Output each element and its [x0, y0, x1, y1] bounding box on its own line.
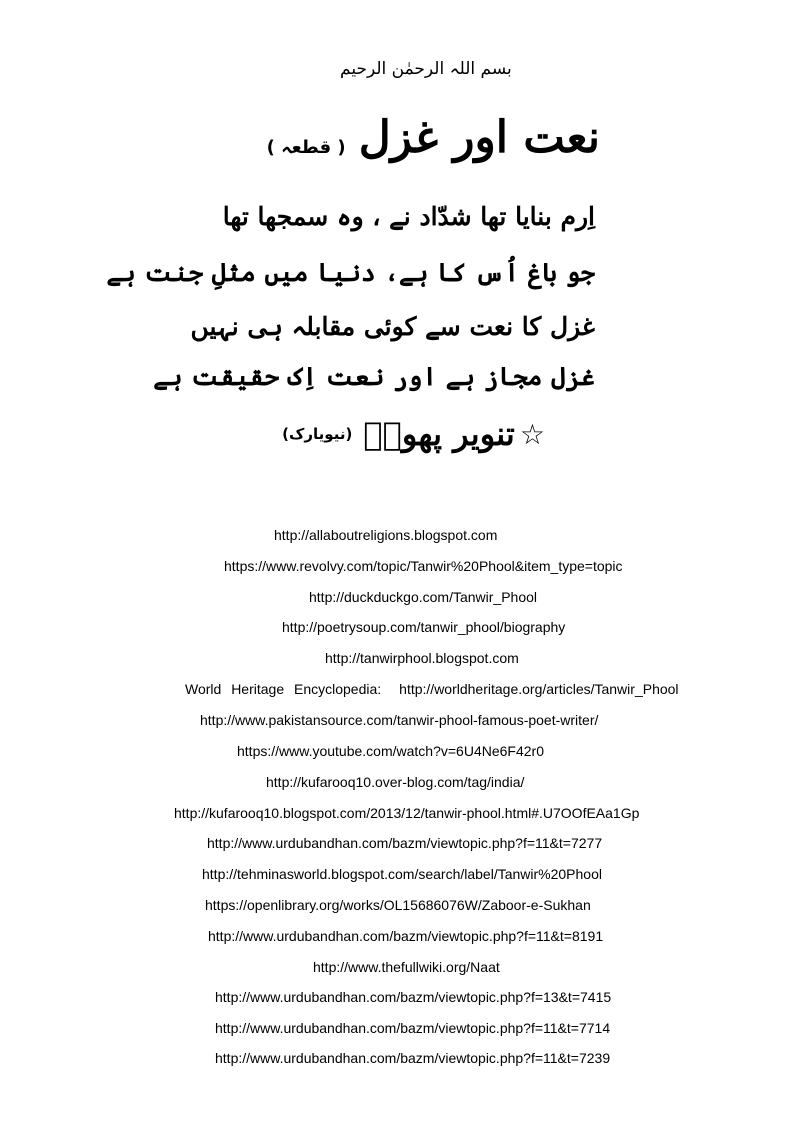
world-heritage-label: World Heritage Encyclopedia:: [185, 681, 382, 697]
title-note: ( قطعہ ): [266, 137, 346, 158]
verse-line-1: اِرم بنایا تھا شدّاد نے ، وہ سمجھا تھا: [222, 202, 595, 231]
link-urdubandhan-7415[interactable]: http://www.urdubandhan.com/bazm/viewtopic.php?f=13&t=7415: [215, 989, 612, 1005]
link-pakistansource[interactable]: http://www.pakistansource.com/tanwir-phool-famous-poet-writer/: [200, 712, 599, 728]
verse-line-3: غزل کا نعت سے کوئی مقابلہ ہی نہیں: [190, 312, 595, 341]
signature: [282, 415, 545, 475]
bismillah-heading: بسم اللہ الرحمٰن الرحیم: [340, 59, 512, 79]
verse-line-4: غزل مجاز ہے اور نعت اِک حقیقت ہے: [153, 362, 595, 391]
link-openlibrary[interactable]: https://openlibrary.org/works/OL15686076W/Zaboor-e-Sukhan: [205, 897, 591, 913]
link-tehminasworld[interactable]: http://tehminasworld.blogspot.com/search/label/Tanwir%20Phool: [202, 866, 602, 882]
link-overblog[interactable]: http://kufarooq10.over-blog.com/tag/india/: [266, 774, 525, 790]
link-worldheritage[interactable]: http://worldheritage.org/articles/Tanwir_Phool: [399, 681, 679, 697]
title-block: [250, 112, 600, 192]
poet-location: (نیویارک): [282, 425, 353, 443]
poem-title: نعت اور غزل: [358, 112, 600, 163]
link-allaboutreligions[interactable]: http://allaboutreligions.blogspot.com: [274, 527, 498, 543]
link-duckduckgo[interactable]: http://duckduckgo.com/Tanwir_Phool: [309, 589, 538, 605]
link-youtube[interactable]: https://www.youtube.com/watch?v=6U4Ne6F42r0: [237, 743, 544, 759]
link-urdubandhan-8191[interactable]: http://www.urdubandhan.com/bazm/viewtopic.php?f=11&t=8191: [208, 928, 604, 944]
link-tanwirphool-blog[interactable]: http://tanwirphool.blogspot.com: [325, 650, 519, 666]
link-thefullwiki[interactable]: http://www.thefullwiki.org/Naat: [313, 959, 500, 975]
poet-name: تنویر پھولؔ: [363, 415, 515, 453]
link-urdubandhan-7239[interactable]: http://www.urdubandhan.com/bazm/viewtopic.php?f=11&t=7239: [215, 1050, 611, 1066]
world-heritage-line: [185, 680, 679, 698]
link-revolvy[interactable]: https://www.revolvy.com/topic/Tanwir%20Phool&item_type=topic: [224, 558, 623, 574]
link-kufarooq-blogspot[interactable]: http://kufarooq10.blogspot.com/2013/12/tanwir-phool.html#.U7OOfEAa1Gp: [174, 805, 640, 821]
link-urdubandhan-7277[interactable]: http://www.urdubandhan.com/bazm/viewtopic.php?f=11&t=7277: [207, 835, 603, 851]
link-poetrysoup[interactable]: http://poetrysoup.com/tanwir_phool/biography: [282, 619, 566, 635]
verse-line-2: جو باغ اُس کا ہے، دنیا میں مثلِ جنت ہے: [106, 258, 595, 287]
link-urdubandhan-7714[interactable]: http://www.urdubandhan.com/bazm/viewtopic.php?f=11&t=7714: [215, 1020, 611, 1036]
star-icon: ☆: [519, 417, 545, 451]
